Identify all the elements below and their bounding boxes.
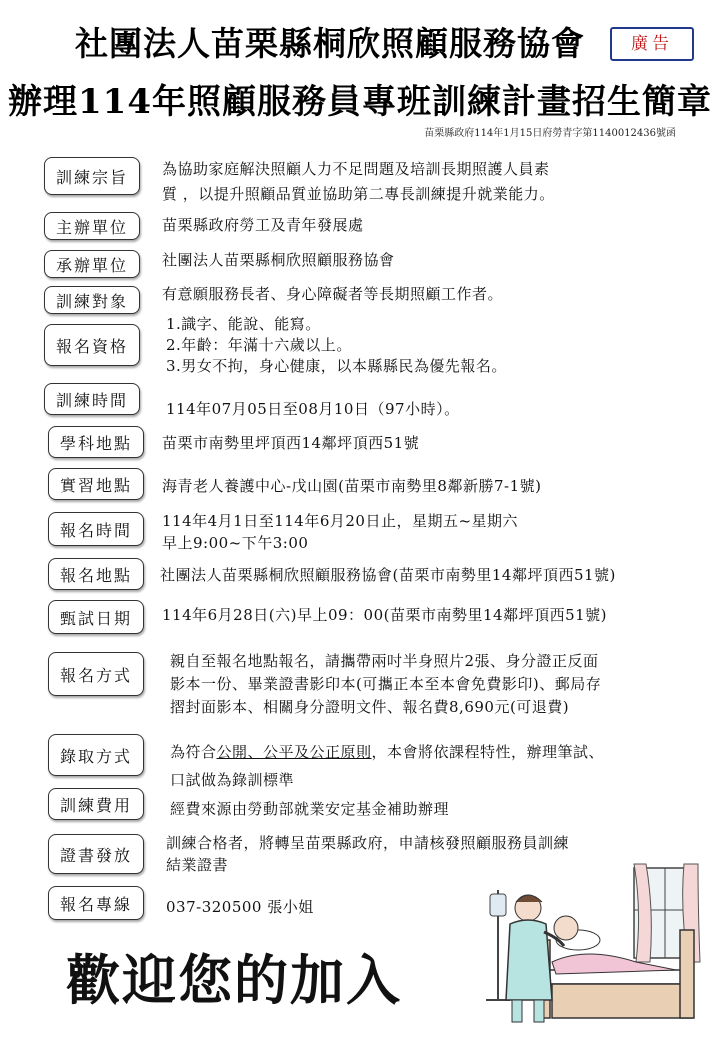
value-organizer: 苗栗縣政府勞工及青年發展處 — [162, 216, 364, 234]
value-text: 為符合 — [170, 743, 217, 761]
label-eligibility: 報名資格 — [44, 324, 140, 366]
value-line: 質 ，以提升照顧品質並協助第二專長訓練提升就業能力。 — [162, 185, 555, 203]
label-target-trainees: 訓練對象 — [44, 286, 140, 314]
underlined-principle: 公開、公平及公正原則 — [216, 743, 372, 761]
value-classroom-location: 苗栗市南勢里坪頂西14鄰坪頂西51號 — [162, 434, 420, 452]
title-line-2: 辦理114年照顧服務員專班訓練計畫招生簡章 — [8, 82, 712, 122]
label-training-time: 訓練時間 — [44, 383, 140, 415]
value-line: 親自至報名地點報名，請攜帶兩吋半身照片2張、身分證正反面 — [170, 652, 599, 670]
value-text: ，本會將依課程特性，辦理筆試、 — [371, 743, 605, 761]
value-line: 為協助家庭解決照顧人力不足問題及培訓長期照護人員素 — [162, 160, 550, 178]
value-registration-hotline: 037-320500 張小姐 — [166, 898, 314, 916]
value-eligibility — [166, 314, 507, 377]
label-training-fee: 訓練費用 — [48, 788, 144, 820]
value-target-trainees: 有意願服務長者、身心障礙者等長期照顧工作者。 — [162, 285, 504, 303]
label-internship-location: 實習地點 — [48, 468, 144, 500]
label-training-purpose: 訓練宗旨 — [44, 157, 140, 195]
label-registration-location: 報名地點 — [48, 558, 144, 590]
caregiver-illustration — [466, 850, 706, 1035]
value-training-fee: 經費來源由勞動部就業安定基金補助辦理 — [170, 800, 450, 818]
value-line: 早上9:00~下午3:00 — [162, 534, 309, 552]
label-registration-time: 報名時間 — [48, 512, 144, 546]
ad-badge: 廣告 — [610, 27, 694, 61]
welcome-text: 歡迎您的加入 — [66, 949, 402, 1012]
value-line: 3.男女不拘，身心健康，以本縣縣民為優先報名。 — [166, 357, 507, 375]
value-training-time: 114年07月05日至08月10日（97小時）。 — [166, 400, 460, 418]
label-organizer: 主辦單位 — [44, 212, 140, 240]
value-admission-method — [170, 738, 604, 794]
value-contractor: 社團法人苗栗縣桐欣照顧服務協會 — [162, 251, 395, 269]
label-exam-date: 甄試日期 — [48, 600, 144, 634]
value-registration-location: 社團法人苗栗縣桐欣照顧服務協會(苗栗市南勢里14鄰坪頂西51號) — [160, 566, 616, 584]
value-line: 結業證書 — [166, 856, 229, 874]
value-registration-method — [170, 650, 601, 719]
value-line — [170, 738, 604, 766]
label-admission-method: 錄取方式 — [48, 734, 144, 776]
value-training-purpose — [162, 157, 555, 207]
label-contractor: 承辦單位 — [44, 250, 140, 278]
label-registration-method: 報名方式 — [48, 652, 144, 696]
value-line: 摺封面影本、相關身分證明文件、報名費8,690元(可退費) — [170, 698, 570, 716]
label-certificate-issuance: 證書發放 — [48, 834, 144, 874]
label-registration-hotline: 報名專線 — [48, 886, 144, 920]
value-line: 口試做為錄訓標準 — [170, 771, 295, 789]
value-internship-location: 海青老人養護中心-戊山園(苗栗市南勢里8鄰新勝7-1號) — [162, 477, 542, 495]
value-line: 訓練合格者，將轉呈苗栗縣政府，申請核發照顧服務員訓練 — [166, 834, 570, 852]
document-reference: 苗栗縣政府114年1月15日府勞青字第1140012436號函 — [424, 128, 676, 139]
value-line: 1.識字、能說、能寫。 — [166, 315, 321, 333]
value-line: 影本一份、畢業證書影印本(可攜正本至本會免費影印)、郵局存 — [170, 675, 602, 693]
value-exam-date: 114年6月28日(六)早上09：00(苗栗市南勢里14鄰坪頂西51號) — [162, 606, 608, 624]
value-registration-time — [162, 510, 518, 554]
title-line-1: 社團法人苗栗縣桐欣照顧服務協會 — [75, 24, 585, 63]
label-classroom-location: 學科地點 — [48, 426, 144, 458]
value-line: 2.年齡：年滿十六歲以上。 — [166, 336, 352, 354]
value-line: 114年4月1日至114年6月20日止，星期五~星期六 — [162, 512, 519, 530]
